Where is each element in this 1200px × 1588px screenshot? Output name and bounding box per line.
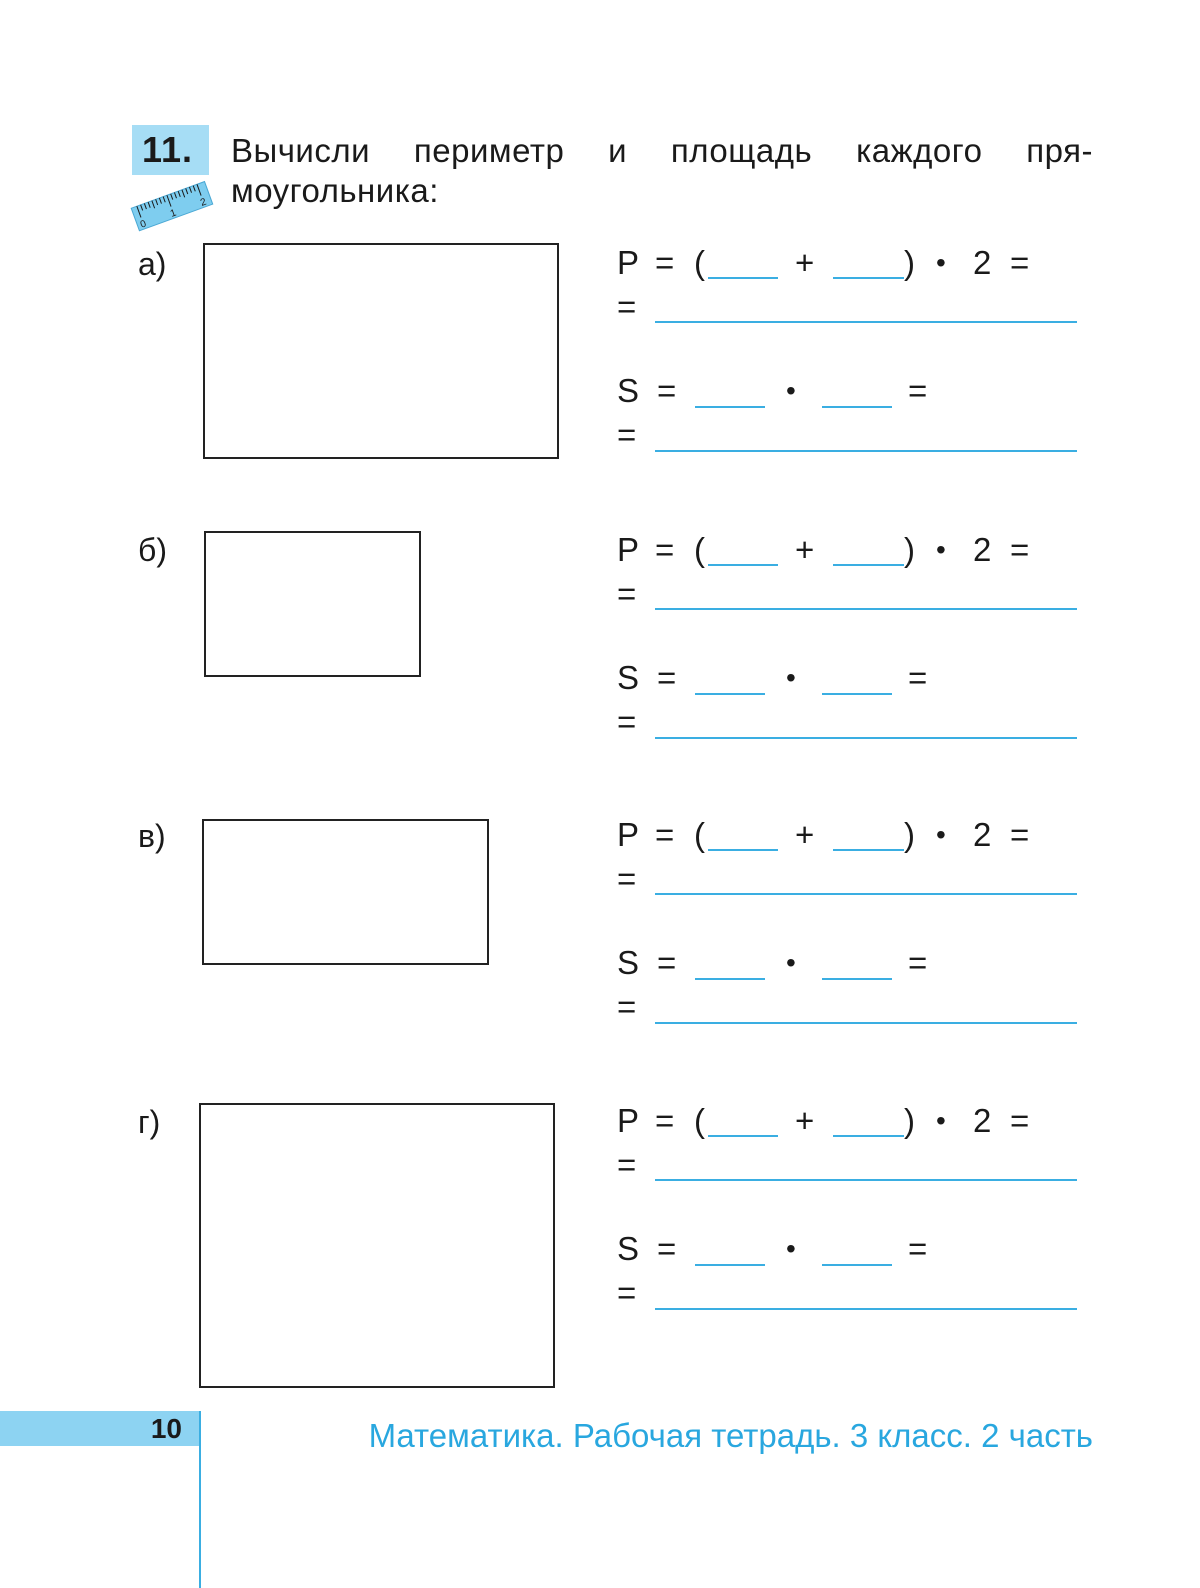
area-symbol-a: S <box>617 372 640 409</box>
perimeter-plus-v: + <box>795 816 815 853</box>
area-answer-line-b[interactable] <box>655 737 1077 739</box>
rectangle-b <box>204 531 421 677</box>
perimeter-symbol-v: P <box>617 816 640 853</box>
perimeter-blank-1-v[interactable] <box>708 849 778 851</box>
area-symbol-g: S <box>617 1230 640 1267</box>
item-label-v: в) <box>138 818 166 854</box>
area-result-equals-b: = <box>908 659 928 696</box>
perimeter-equals-g: = <box>655 1102 675 1139</box>
perimeter-blank-2-g[interactable] <box>833 1135 904 1137</box>
perimeter-dot-v: • <box>936 819 946 850</box>
area-dot-g: • <box>786 1233 796 1264</box>
perimeter-blank-2-b[interactable] <box>833 564 904 566</box>
area-result-equals-v: = <box>908 944 928 981</box>
ruler-tick-1: 1 <box>168 207 178 220</box>
area-result-equals-g: = <box>908 1230 928 1267</box>
perimeter-equals-v: = <box>655 816 675 853</box>
area-dot-a: • <box>786 375 796 406</box>
perimeter-two-v: 2 <box>973 816 992 853</box>
perimeter-dot-b: • <box>936 534 946 565</box>
perimeter-result-equals-g: = <box>1010 1102 1030 1139</box>
area-blank-1-b[interactable] <box>695 693 765 695</box>
area-blank-1-g[interactable] <box>695 1264 765 1266</box>
perimeter-continue-equals-g: = <box>617 1146 637 1183</box>
area-symbol-b: S <box>617 659 640 696</box>
area-blank-2-b[interactable] <box>822 693 892 695</box>
ruler-icon <box>130 180 216 238</box>
perimeter-two-a: 2 <box>973 244 992 281</box>
footer-title: Математика. Рабочая тетрадь. 3 класс. 2 часть <box>368 1417 1093 1454</box>
area-continue-equals-a: = <box>617 416 637 453</box>
perimeter-close-paren-a: ) <box>904 244 915 281</box>
area-equals-v: = <box>657 944 677 981</box>
perimeter-close-paren-b: ) <box>904 531 915 568</box>
perimeter-blank-2-v[interactable] <box>833 849 904 851</box>
perimeter-symbol-a: P <box>617 244 640 281</box>
item-label-g: г) <box>138 1104 161 1140</box>
rectangle-g <box>199 1103 555 1388</box>
area-symbol-v: S <box>617 944 640 981</box>
item-label-b: б) <box>138 532 167 568</box>
perimeter-close-paren-v: ) <box>904 816 915 853</box>
task-instruction-line-2: моугольника: <box>231 172 439 209</box>
area-blank-1-v[interactable] <box>695 978 765 980</box>
area-dot-v: • <box>786 947 796 978</box>
perimeter-blank-1-a[interactable] <box>708 277 778 279</box>
perimeter-dot-a: • <box>936 247 946 278</box>
perimeter-dot-g: • <box>936 1105 946 1136</box>
perimeter-plus-b: + <box>795 531 815 568</box>
perimeter-open-paren-a: ( <box>694 244 705 281</box>
perimeter-equals-a: = <box>655 244 675 281</box>
rectangle-v <box>202 819 489 965</box>
rectangle-a <box>203 243 559 459</box>
ruler-tick-2: 2 <box>198 196 208 209</box>
perimeter-symbol-b: P <box>617 531 640 568</box>
perimeter-blank-1-g[interactable] <box>708 1135 778 1137</box>
perimeter-plus-a: + <box>795 244 815 281</box>
area-continue-equals-g: = <box>617 1274 637 1311</box>
perimeter-answer-line-b[interactable] <box>655 608 1077 610</box>
area-blank-1-a[interactable] <box>695 406 765 408</box>
perimeter-answer-line-a[interactable] <box>655 321 1077 323</box>
area-answer-line-a[interactable] <box>655 450 1077 452</box>
perimeter-answer-line-g[interactable] <box>655 1179 1077 1181</box>
perimeter-blank-2-a[interactable] <box>833 277 904 279</box>
area-result-equals-a: = <box>908 372 928 409</box>
area-equals-b: = <box>657 659 677 696</box>
perimeter-continue-equals-v: = <box>617 860 637 897</box>
task-instruction-line-1: Вычисли периметр и площадь каждого пря- <box>231 132 1093 169</box>
perimeter-symbol-g: P <box>617 1102 640 1139</box>
perimeter-answer-line-v[interactable] <box>655 893 1077 895</box>
perimeter-continue-equals-b: = <box>617 575 637 612</box>
perimeter-two-g: 2 <box>973 1102 992 1139</box>
perimeter-open-paren-v: ( <box>694 816 705 853</box>
area-blank-2-g[interactable] <box>822 1264 892 1266</box>
area-blank-2-a[interactable] <box>822 406 892 408</box>
area-blank-2-v[interactable] <box>822 978 892 980</box>
area-equals-a: = <box>657 372 677 409</box>
area-continue-equals-b: = <box>617 703 637 740</box>
task-number: 11. <box>132 125 209 175</box>
perimeter-close-paren-g: ) <box>904 1102 915 1139</box>
perimeter-open-paren-b: ( <box>694 531 705 568</box>
perimeter-blank-1-b[interactable] <box>708 564 778 566</box>
perimeter-equals-b: = <box>655 531 675 568</box>
perimeter-result-equals-a: = <box>1010 244 1030 281</box>
page-number: 10 <box>150 1413 182 1444</box>
perimeter-result-equals-v: = <box>1010 816 1030 853</box>
area-answer-line-g[interactable] <box>655 1308 1077 1310</box>
page-margin-rule <box>199 1411 201 1588</box>
perimeter-two-b: 2 <box>973 531 992 568</box>
perimeter-continue-equals-a: = <box>617 288 637 325</box>
area-dot-b: • <box>786 662 796 693</box>
perimeter-plus-g: + <box>795 1102 815 1139</box>
ruler-tick-0: 0 <box>138 218 148 231</box>
area-continue-equals-v: = <box>617 988 637 1025</box>
area-answer-line-v[interactable] <box>655 1022 1077 1024</box>
perimeter-open-paren-g: ( <box>694 1102 705 1139</box>
item-label-a: а) <box>138 246 167 282</box>
perimeter-result-equals-b: = <box>1010 531 1030 568</box>
area-equals-g: = <box>657 1230 677 1267</box>
